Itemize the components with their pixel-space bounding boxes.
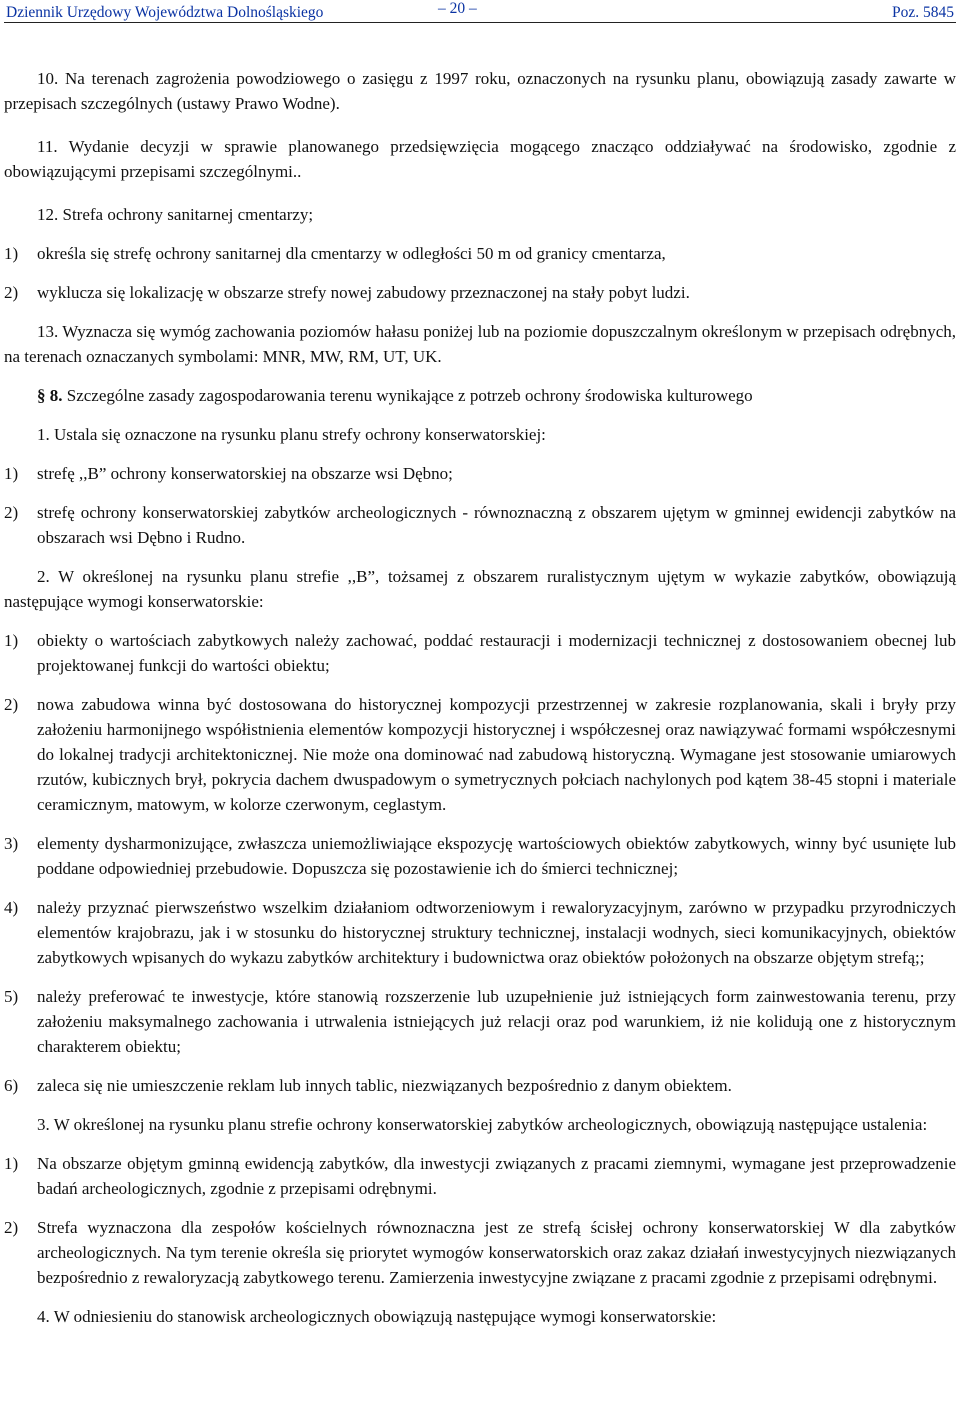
paragraph-12: 12. Strefa ochrony sanitarnej cmentarzy;: [37, 205, 314, 224]
section-sign: §: [37, 386, 46, 405]
paragraph-s1: 1. Ustala się oznaczone na rysunku planu strefy ochrony konserwatorskiej:: [37, 425, 546, 444]
list-item: 2) nowa zabudowa winna być dostosowana do historycznej kompozycji przestrzennej w zakresie rozplanowania, skali i bryły przy założeniu harmonijnego współistnienia elementów kompozycji historycznej i współczesnej oraz nawiązywać formami współczesnymi do lokalnej tradycji architektonicznej. Nie może ona dominować nad zabudową historyczną. Wymagane jest stosowanie umiarowych rzutów, kubicznych brył, pokrycia dachem dwuspadowym o symetrycznych połciach nachylonych pod kątem 38-45 stopni i materiale ceramicznym, matowym, w kolorze czerwonym, ceglastym.: [4, 695, 956, 814]
list-item: 1) strefę ,,B” ochrony konserwatorskiej na obszarze wsi Dębno;: [4, 464, 453, 483]
paragraph-10: 10. Na terenach zagrożenia powodziowego o zasięgu z 1997 roku, oznaczonych na rysunku planu, obowiązują zasady zawarte w przepisach szczególnych (ustawy Prawo Wodne).: [4, 69, 956, 113]
page-number: – 20 –: [438, 0, 477, 17]
journal-title: Dziennik Urzędowy Województwa Dolnośląskiego: [6, 4, 324, 21]
list-item: 2) wyklucza się lokalizację w obszarze strefy nowej zabudowy przeznaczonej na stały pobyt ludzi.: [4, 283, 690, 302]
paragraph-11: 11. Wydanie decyzji w sprawie planowanego przedsięwzięcia mogącego znacząco oddziaływać na środowisko, zgodnie z obowiązującymi przepisami szczególnymi..: [4, 137, 956, 181]
list-item: 2) strefę ochrony konserwatorskiej zabytków archeologicznych - równoznaczną z obszarem ujętym w gminnej ewidencji zabytków na obszarach wsi Dębno i Rudno.: [4, 503, 956, 547]
list-item: 4) należy przyznać pierwszeństwo wszelkim działaniom odtworzeniowym i rewaloryzacyjnym, zarówno w przypadku przyrodniczych elementów krajobrazu, jak i w stosunku do historycznej struktury technicznej, instalacji wodnych, sieci komunikacyjnych, obiektów zabytkowych wpisanych do wykazu zabytków architektury i budownictwa oraz obiektów położonych na obszarze objętym strefą;;: [4, 898, 956, 967]
page-header: [4, 0, 956, 23]
list-item: 1) Na obszarze objętym gminną ewidencją zabytków, dla inwestycji związanych z pracami ziemnymi, wymagane jest przeprowadzenie badań archeologicznych, zgodnie z przepisami odrębnymi.: [4, 1154, 956, 1198]
list-item: 3) elementy dysharmonizujące, zwłaszcza uniemożliwiające ekspozycję wartościowych obiektów zabytkowych, winny być usunięte lub poddane odpowiedniej przebudowie. Dopuszcza się pozostawienie ich do śmierci technicznej;: [4, 834, 956, 878]
document-body: [4, 23, 956, 1329]
list-item: 1) określa się strefę ochrony sanitarnej dla cmentarzy w odległości 50 m od granicy cmentarza,: [4, 244, 666, 263]
list-item: 1) obiekty o wartościach zabytkowych należy zachować, poddać restauracji i modernizacji technicznej z dostosowaniem obecnej lub projektowanej funkcji do wartości obiektu;: [4, 631, 956, 675]
paragraph-s2: 2. W określonej na rysunku planu strefie ,,B”, tożsamej z obszarem ruralistycznym ujętym w wykazie zabytków, obowiązują następujące wymogi konserwatorskie:: [4, 567, 956, 611]
paragraph-s4: 4. W odniesieniu do stanowisk archeologicznych obowiązują następujące wymogi konserwatorskie:: [37, 1307, 717, 1326]
position-number: Poz. 5845: [892, 4, 954, 21]
list-item: 5) należy preferować te inwestycje, które stanowią rozszerzenie lub uzupełnienie już istniejących form zainwestowania terenu, przy założeniu maksymalnego zachowania i utrwalenia istniejących już relacji oraz pod warunkiem, iż nie kolidują one z historycznym charakterem obiektu;: [4, 987, 956, 1056]
paragraph-s3: 3. W określonej na rysunku planu strefie ochrony konserwatorskiej zabytków archeologicznych, obowiązują następujące ustalenia:: [37, 1115, 928, 1134]
section-8-heading: [4, 383, 956, 408]
section-number: 8.: [49, 386, 63, 405]
list-item: 6) zaleca się nie umieszczenie reklam lub innych tablic, niezwiązanych bezpośrednio z danym obiektem.: [4, 1076, 732, 1095]
paragraph-13: 13. Wyznacza się wymóg zachowania poziomów hałasu poniżej lub na poziomie dopuszczalnym określonym w przepisach odrębnych, na terenach oznaczanych symbolami: MNR, MW, RM, UT, UK.: [4, 322, 956, 366]
list-item: 2) Strefa wyznaczona dla zespołów kościelnych równoznaczna jest ze strefą ścisłej ochrony konserwatorskiej W dla zabytków archeologicznych. Na tym terenie określa się priorytet wymogów konserwatorskich oraz zakaz działań inwestycyjnych niezwiązanych bezpośrednio z rewaloryzacją zabytkowego terenu. Zamierzenia inwestycyjne związane z pracami zgodnie z przepisami odrębnymi.: [4, 1218, 956, 1287]
section-title: Szczególne zasady zagospodarowania terenu wynikające z potrzeb ochrony środowiska kulturowego: [66, 386, 753, 405]
